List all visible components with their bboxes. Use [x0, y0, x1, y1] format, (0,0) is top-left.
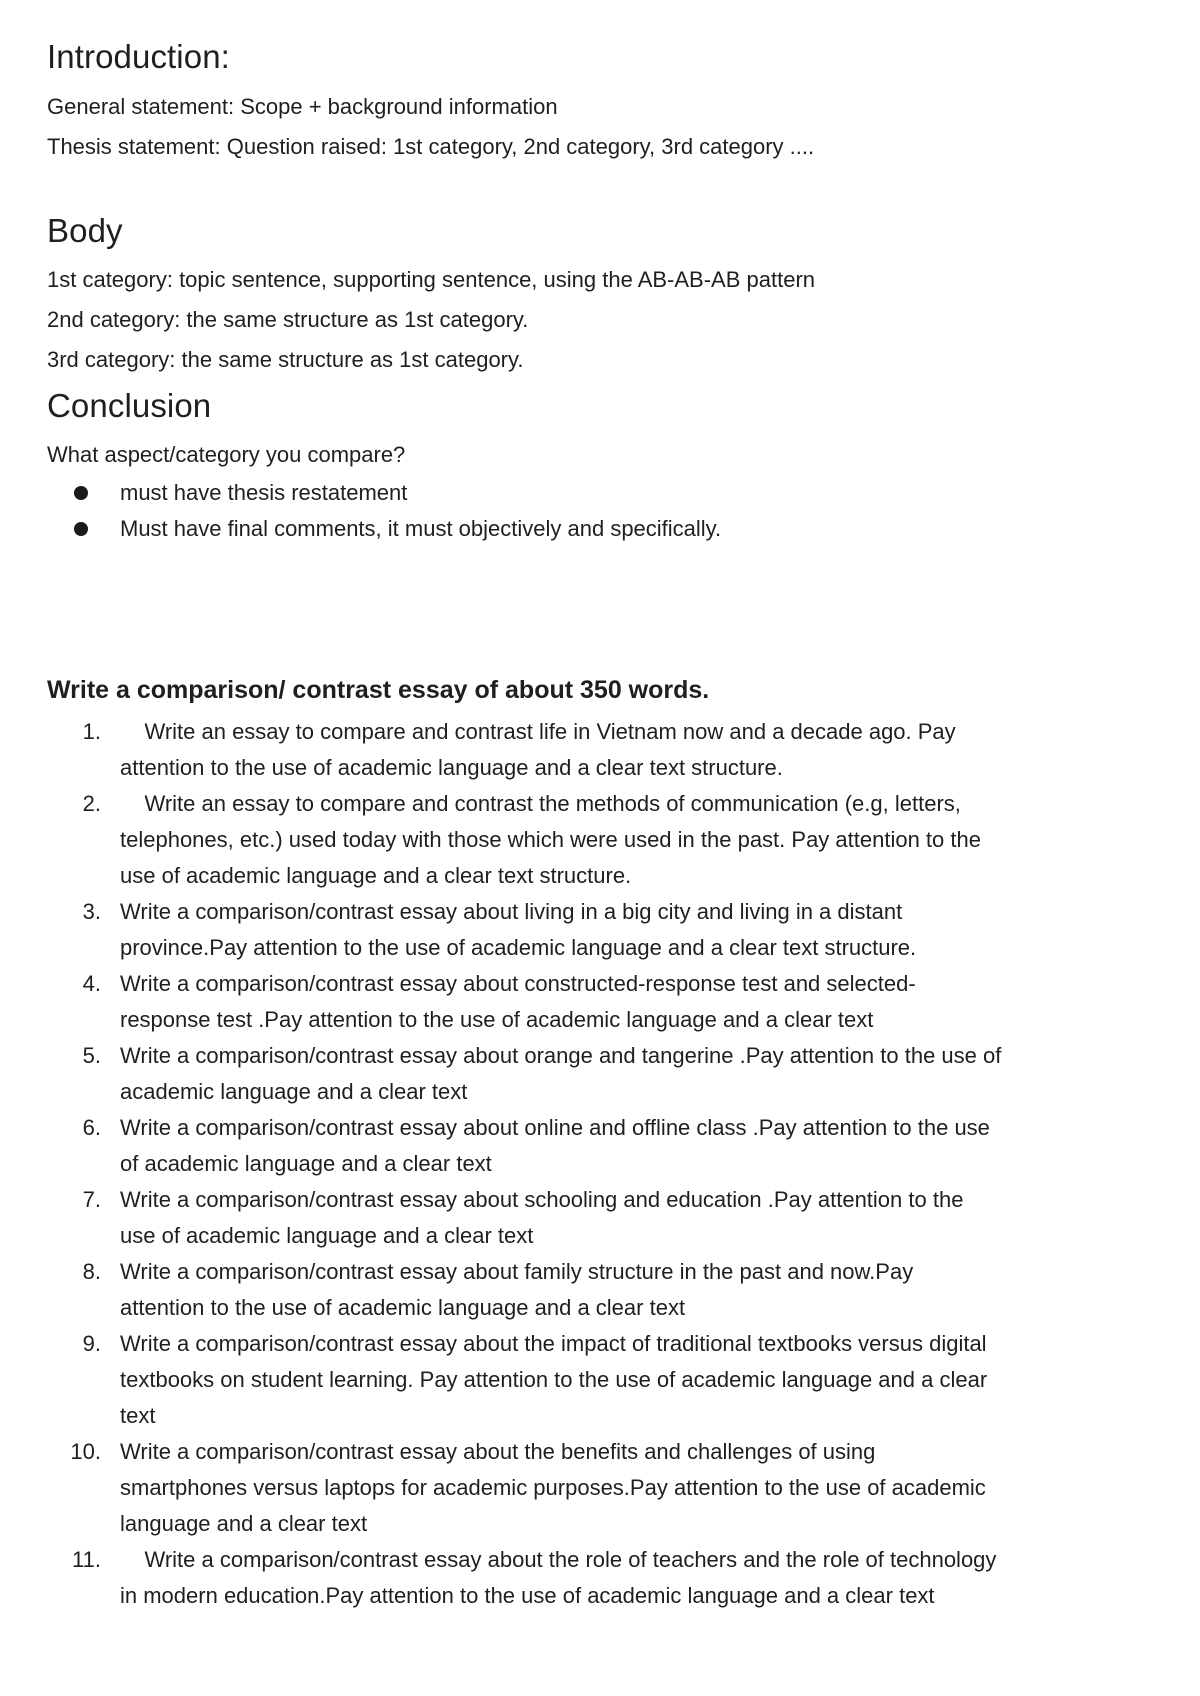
conclusion-question: What aspect/category you compare?: [47, 442, 406, 467]
task-item-line: Write a comparison/contrast essay about orange and tangerine .Pay attention to the use of: [120, 1043, 1002, 1068]
task-item-line: Write a comparison/contrast essay about the benefits and challenges of using: [120, 1439, 876, 1464]
task-item-line: telephones, etc.) used today with those which were used in the past. Pay attention to the: [120, 827, 981, 852]
task-item-number: 3.: [82, 899, 101, 924]
task-item-line: of academic language and a clear text: [120, 1151, 492, 1176]
task-item-line: Write a comparison/contrast essay about constructed-response test and selected-: [120, 971, 916, 996]
task-item: [120, 1038, 1180, 1110]
task-item-line: Write a comparison/contrast essay about family structure in the past and now.Pay: [120, 1259, 914, 1284]
task-item-line: textbooks on student learning. Pay attention to the use of academic language and a clear: [120, 1367, 988, 1392]
task-item-line: attention to the use of academic language and a clear text: [120, 1295, 686, 1320]
intro-heading: Introduction:: [47, 38, 230, 75]
intro-thesis-statement: Thesis statement: Question raised: 1st category, 2nd category, 3rd category ....: [47, 134, 815, 159]
task-item: [120, 1110, 1180, 1182]
task-item-line: Write a comparison/contrast essay about the impact of traditional textbooks versus digital: [120, 1331, 987, 1356]
task-item-number: 4.: [82, 971, 101, 996]
task-item-number: 1.: [82, 719, 101, 744]
task-item-line: language and a clear text: [120, 1511, 368, 1536]
task-item: [120, 714, 1180, 786]
task-item-line: use of academic language and a clear text: [120, 1223, 534, 1248]
task-item-number: 11.: [72, 1547, 101, 1572]
task-item-line: Write an essay to compare and contrast the methods of communication (e.g, letters,: [120, 791, 961, 816]
task-item-line: province.Pay attention to the use of academic language and a clear text structure.: [120, 935, 917, 960]
body-line-3: 3rd category: the same structure as 1st category.: [47, 347, 524, 372]
task-item-number: 2.: [82, 791, 101, 816]
intro-general-statement: General statement: Scope + background information: [47, 94, 558, 119]
task-item-line: academic language and a clear text: [120, 1079, 468, 1104]
task-item: [120, 1434, 1180, 1542]
task-item-line: text: [120, 1403, 156, 1428]
task-item-number: 6.: [82, 1115, 101, 1140]
bullet-dot: [74, 486, 88, 500]
task-item: [120, 1542, 1180, 1614]
task-heading: Write a comparison/ contrast essay of about 350 words.: [47, 676, 710, 704]
task-item-line: Write a comparison/contrast essay about the role of teachers and the role of technology: [120, 1547, 997, 1572]
task-item-line: Write a comparison/contrast essay about living in a big city and living in a distant: [120, 899, 903, 924]
task-item-number: 8.: [82, 1259, 101, 1284]
task-item-line: Write a comparison/contrast essay about schooling and education .Pay attention to the: [120, 1187, 964, 1212]
body-line-1: 1st category: topic sentence, supporting sentence, using the AB-AB-AB pattern: [47, 267, 816, 292]
task-item-line: attention to the use of academic language and a clear text structure.: [120, 755, 783, 780]
conclusion-heading: Conclusion: [47, 387, 212, 424]
task-item-number: 5.: [82, 1043, 101, 1068]
conclusion-bullet-1: must have thesis restatement: [120, 480, 408, 505]
task-item: [120, 1182, 1180, 1254]
task-item-number: 9.: [82, 1331, 101, 1356]
body-heading: Body: [47, 212, 123, 249]
task-item: [120, 894, 1180, 966]
task-item-number: 7.: [82, 1187, 101, 1212]
task-item-number: 10.: [70, 1439, 101, 1464]
task-item-line: smartphones versus laptops for academic purposes.Pay attention to the use of academic: [120, 1475, 986, 1500]
task-item: [120, 1254, 1180, 1326]
bullet-dot: [74, 522, 88, 536]
body-line-2: 2nd category: the same structure as 1st category.: [47, 307, 529, 332]
conclusion-bullet-2: Must have final comments, it must objectively and specifically.: [120, 516, 722, 541]
task-item-line: response test .Pay attention to the use of academic language and a clear text: [120, 1007, 874, 1032]
task-item-line: in modern education.Pay attention to the use of academic language and a clear text: [120, 1583, 935, 1608]
task-item: [120, 786, 1180, 894]
task-item-line: Write a comparison/contrast essay about online and offline class .Pay attention to the use: [120, 1115, 990, 1140]
task-item: [120, 966, 1180, 1038]
task-item-line: Write an essay to compare and contrast life in Vietnam now and a decade ago. Pay: [120, 719, 956, 744]
task-item-line: use of academic language and a clear text structure.: [120, 863, 632, 888]
task-item: [120, 1326, 1180, 1434]
